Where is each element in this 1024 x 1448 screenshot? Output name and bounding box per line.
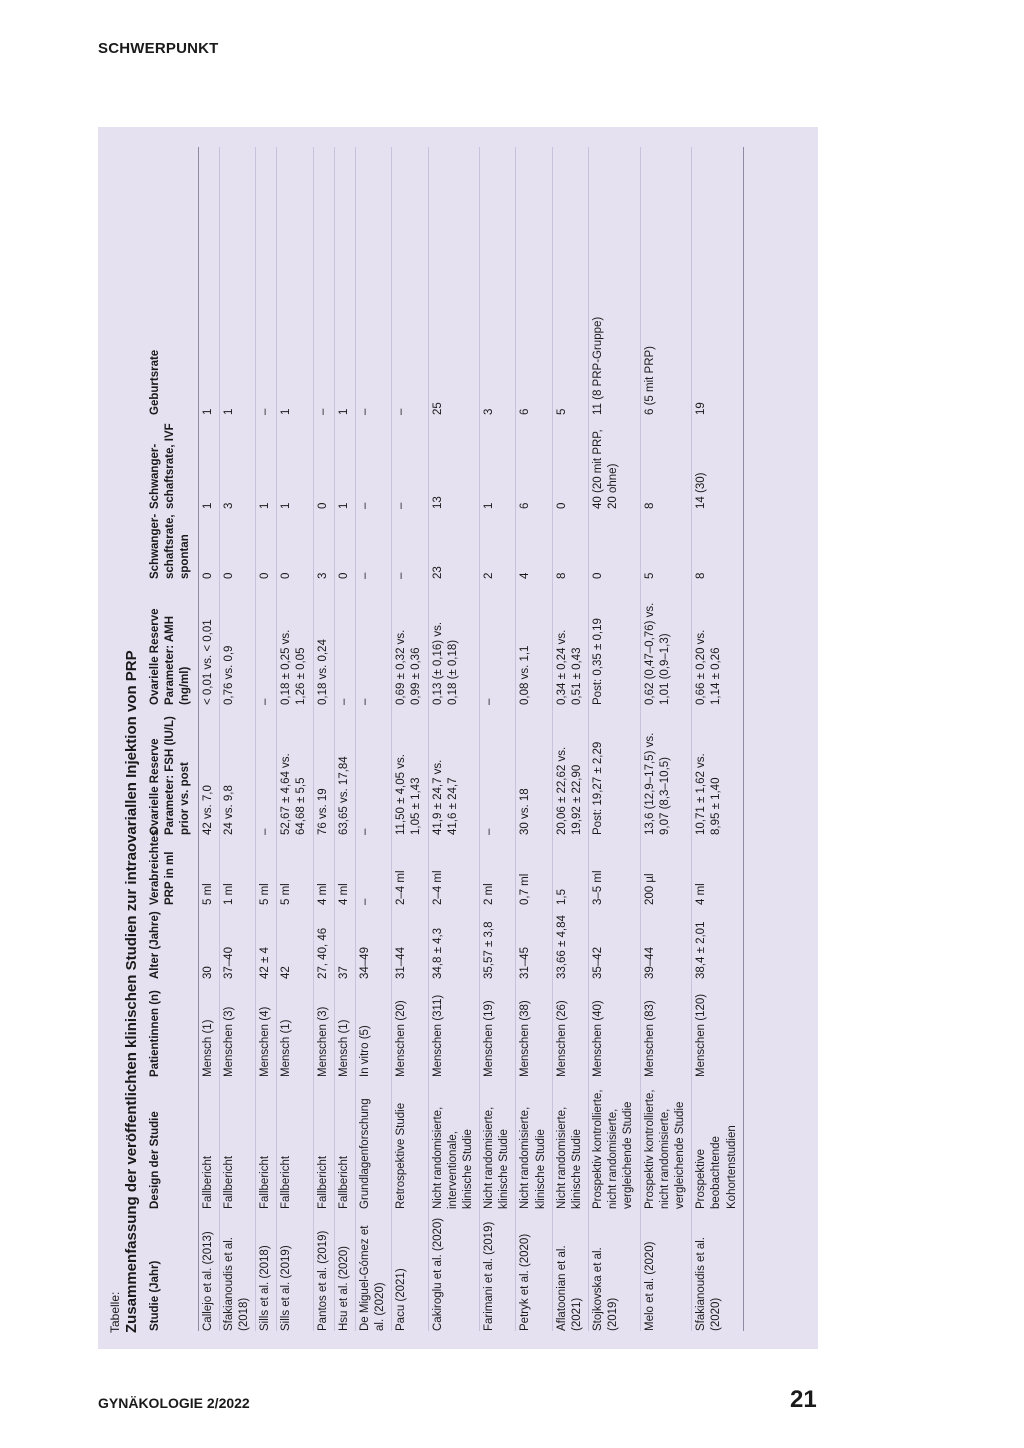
column-header: Verabreichtes PRP in ml (146, 835, 198, 905)
table-cell: Sills et al. (2019) (277, 1209, 313, 1331)
table-cell: – (480, 705, 516, 835)
table-panel (98, 127, 818, 1349)
table-cell: Fallbericht (334, 1077, 355, 1209)
table-cell: 38,4 ± 2,01 (692, 905, 744, 979)
rotated-table-container (98, 127, 818, 1349)
table-cell: – (392, 147, 428, 415)
table-cell: Pantos et al. (2019) (313, 1209, 334, 1331)
table-cell: 5 ml (277, 835, 313, 905)
table-cell: Post: 0,35 ± 0,19 (589, 579, 641, 705)
table-row (516, 147, 552, 1331)
table-cell: 1 ml (219, 835, 255, 905)
table-cell: Mensch (1) (334, 979, 355, 1077)
table-cell: 0 (313, 415, 334, 509)
table-cell: 0 (256, 509, 277, 579)
table-cell: 8 (692, 509, 744, 579)
table-cell: 0 (198, 509, 219, 579)
table-cell: De Miguel-Gómez et al. (2020) (355, 1209, 391, 1331)
table-cell: – (392, 509, 428, 579)
table-cell: 0 (334, 509, 355, 579)
table-cell: 35–42 (589, 905, 641, 979)
table-cell: 30 (198, 905, 219, 979)
table-row (313, 147, 334, 1331)
table-cell: 52,67 ± 4,64 vs. 64,68 ± 5,5 (277, 705, 313, 835)
column-header: Ovarielle Reserve Parameter: AMH (ng/ml) (146, 579, 198, 705)
table-cell: – (355, 835, 391, 905)
table-row (589, 147, 641, 1331)
table-cell: Menschen (19) (480, 979, 516, 1077)
table-cell: 39–44 (640, 905, 692, 979)
table-cell: 31–44 (392, 905, 428, 979)
table-cell: 2–4 ml (392, 835, 428, 905)
table-cell: Menschen (3) (313, 979, 334, 1077)
table-cell: – (355, 147, 391, 415)
studies-table (146, 147, 744, 1331)
table-cell: 1 (480, 415, 516, 509)
table-cell: – (480, 579, 516, 705)
table-cell: 35,57 ± 3,8 (480, 905, 516, 979)
table-cell: – (256, 705, 277, 835)
table-cell: 11 (8 PRP-Gruppe) (589, 147, 641, 415)
table-cell: 11,50 ± 4,05 vs. 1,05 ± 1,43 (392, 705, 428, 835)
table-row (198, 147, 219, 1331)
table-cell: 0,18 ± 0,25 vs. 1,26 ± 0,05 (277, 579, 313, 705)
table-cell: 25 (428, 147, 480, 415)
table-cell: Farimani et al. (2019) (480, 1209, 516, 1331)
table-cell: 0,7 ml (516, 835, 552, 905)
table-cell: 1 (198, 147, 219, 415)
table-cell: Menschen (83) (640, 979, 692, 1077)
table-cell: 14 (30) (692, 415, 744, 509)
table-cell: 5 (552, 147, 588, 415)
journal-issue: GYNÄKOLOGIE 2/2022 (98, 1395, 250, 1411)
table-row (640, 147, 692, 1331)
table-cell: In vitro (5) (355, 979, 391, 1077)
table-cell: 3 (219, 415, 255, 509)
column-header: Patientinnen (n) (146, 979, 198, 1077)
table-cell: Menschen (40) (589, 979, 641, 1077)
table-cell: 76 vs. 19 (313, 705, 334, 835)
table-cell: – (256, 147, 277, 415)
table-cell: Nicht randomisierte, klinische Studie (552, 1077, 588, 1209)
table-cell: Menschen (26) (552, 979, 588, 1077)
table-cell: 5 (640, 509, 692, 579)
table-cell: 0,76 vs. 0,9 (219, 579, 255, 705)
table-cell: 6 (516, 415, 552, 509)
table-cell: 200 µl (640, 835, 692, 905)
table-cell: – (355, 579, 391, 705)
table-cell: 19 (692, 147, 744, 415)
table-row (552, 147, 588, 1331)
table-cell: 5 ml (256, 835, 277, 905)
table-cell: Grundlagenforschung (355, 1077, 391, 1209)
table-cell: Menschen (120) (692, 979, 744, 1077)
table-cell: 10,71 ± 1,62 vs. 8,95 ± 1,40 (692, 705, 744, 835)
table-cell: Fallbericht (313, 1077, 334, 1209)
table-cell: 2 ml (480, 835, 516, 905)
table-cell: Sills et al. (2018) (256, 1209, 277, 1331)
table-cell: 0 (589, 509, 641, 579)
table-cell: 3 (480, 147, 516, 415)
table-cell: 0 (277, 509, 313, 579)
table-cell: 24 vs. 9,8 (219, 705, 255, 835)
table-cell: – (355, 415, 391, 509)
table-cell: Fallbericht (277, 1077, 313, 1209)
table-cell: 5 ml (198, 835, 219, 905)
table-cell: Petryk et al. (2020) (516, 1209, 552, 1331)
table-cell: Menschen (3) (219, 979, 255, 1077)
table-row (334, 147, 355, 1331)
table-cell: 42 (277, 905, 313, 979)
table-cell: 8 (552, 509, 588, 579)
table-row (392, 147, 428, 1331)
table-cell: 13 (428, 415, 480, 509)
table-cell: 1 (198, 415, 219, 509)
table-cell: 0,69 ± 0,32 vs. 0,99 ± 0,36 (392, 579, 428, 705)
table-cell: Sfakianoudis et al. (2020) (692, 1209, 744, 1331)
table-cell: Post: 19,27 ± 2,29 (589, 705, 641, 835)
table-cell: Sfakianoudis et al. (2018) (219, 1209, 255, 1331)
table-cell: – (256, 579, 277, 705)
table-cell: Hsu et al. (2020) (334, 1209, 355, 1331)
table-cell: 0,18 vs. 0,24 (313, 579, 334, 705)
table-cell: 13,6 (12,9–17,5) vs. 9,07 (8,3–10,5) (640, 705, 692, 835)
table-cell: 4 ml (692, 835, 744, 905)
table-cell: 34,8 ± 4,3 (428, 905, 480, 979)
table-cell: 4 (516, 509, 552, 579)
column-header: Design der Studie (146, 1077, 198, 1209)
table-header-row (146, 147, 198, 1331)
table-cell: Cakiroglu et al. (2020) (428, 1209, 480, 1331)
table-cell: Menschen (20) (392, 979, 428, 1077)
table-cell: 30 vs. 18 (516, 705, 552, 835)
table-cell: 0,62 (0,47–0,76) vs. 1,01 (0,9–1,3) (640, 579, 692, 705)
table-cell: Aflatoonian et al. (2021) (552, 1209, 588, 1331)
section-label: SCHWERPUNKT (98, 40, 219, 57)
page-number: 21 (790, 1386, 817, 1413)
table-cell: 37–40 (219, 905, 255, 979)
table-cell: 33,66 ± 4,84 (552, 905, 588, 979)
table-cell: Prospektiv kontrollierte, nicht randomisierte, vergleichende Studie (589, 1077, 641, 1209)
table-cell: 31–45 (516, 905, 552, 979)
table-cell: Stojkovska et al. (2019) (589, 1209, 641, 1331)
column-header: Schwanger-schaftsrate, spontan (146, 509, 198, 579)
table-cell: 1 (334, 415, 355, 509)
column-header: Alter (Jahre) (146, 905, 198, 979)
column-header: Ovarielle Reserve Parameter: FSH (IU/L) prior vs. post (146, 705, 198, 835)
table-cell: Menschen (38) (516, 979, 552, 1077)
table-cell: Retrospektive Studie (392, 1077, 428, 1209)
table-cell: Nicht randomisierte, interventionale, klinische Studie (428, 1077, 480, 1209)
table-cell: 2–4 ml (428, 835, 480, 905)
table-cell: 20,06 ± 22,62 vs. 19,92 ± 22,90 (552, 705, 588, 835)
table-cell: 0,08 vs. 1,1 (516, 579, 552, 705)
table-cell: Nicht randomisierte, klinische Studie (516, 1077, 552, 1209)
table-cell: 41,9 ± 24,7 vs. 41,6 ± 24,7 (428, 705, 480, 835)
table-cell: Nicht randomisierte, klinische Studie (480, 1077, 516, 1209)
table-cell: 0,13 (± 0,16) vs. 0,18 (± 0,18) (428, 579, 480, 705)
table-cell: 0 (219, 509, 255, 579)
table-row (277, 147, 313, 1331)
column-header: Geburtsrate (146, 147, 198, 415)
table-cell: Mensch (1) (277, 979, 313, 1077)
table-cell: – (392, 415, 428, 509)
table-cell: 42 ± 4 (256, 905, 277, 979)
table-cell: 37 (334, 905, 355, 979)
table-cell: Menschen (311) (428, 979, 480, 1077)
table-cell: 4 ml (313, 835, 334, 905)
table-cell: 8 (640, 415, 692, 509)
table-row (219, 147, 255, 1331)
table-cell: 34–49 (355, 905, 391, 979)
column-header: Studie (Jahr) (146, 1209, 198, 1331)
table-row (692, 147, 744, 1331)
table-cell: 42 vs. 7,0 (198, 705, 219, 835)
table-cell: 63,65 vs. 17,84 (334, 705, 355, 835)
table-row (480, 147, 516, 1331)
table-cell: 0,66 ± 0,20 vs. 1,14 ± 0,26 (692, 579, 744, 705)
table-cell: Melo et al. (2020) (640, 1209, 692, 1331)
table-cell: 0 (552, 415, 588, 509)
table-cell: 1 (334, 147, 355, 415)
table-cell: 1,5 (552, 835, 588, 905)
table-cell: Callejo et al. (2013) (198, 1209, 219, 1331)
table-cell: Pacu (2021) (392, 1209, 428, 1331)
table-cell: 1 (256, 415, 277, 509)
table-cell: 1 (277, 147, 313, 415)
table-cell: 27, 40, 46 (313, 905, 334, 979)
table-cell: – (355, 705, 391, 835)
column-header: Schwanger-schaftsrate, IVF (146, 415, 198, 509)
table-label: Tabelle: (108, 1291, 122, 1333)
table-cell: 40 (20 mit PRP, 20 ohne) (589, 415, 641, 509)
table-cell: 2 (480, 509, 516, 579)
table-cell: 4 ml (334, 835, 355, 905)
table-cell: 3 (313, 509, 334, 579)
table-title: Zusammenfassung der veröffentlichten klinischen Studien zur intraovariallen Injektion von PRP (123, 650, 140, 1333)
table-cell: Menschen (4) (256, 979, 277, 1077)
table-cell: Mensch (1) (198, 979, 219, 1077)
table-cell: Fallbericht (198, 1077, 219, 1209)
table-cell: Prospektiv kontrollierte, nicht randomisierte, vergleichende Studie (640, 1077, 692, 1209)
table-cell: Fallbericht (219, 1077, 255, 1209)
table-cell: 6 (5 mit PRP) (640, 147, 692, 415)
table-row (355, 147, 391, 1331)
table-cell: Fallbericht (256, 1077, 277, 1209)
table-cell: – (355, 509, 391, 579)
table-cell: 1 (219, 147, 255, 415)
table-cell: 1 (277, 415, 313, 509)
table-cell: – (334, 579, 355, 705)
table-row (428, 147, 480, 1331)
table-cell: Prospektive beobachtende Kohortenstudien (692, 1077, 744, 1209)
table-cell: < 0,01 vs. < 0,01 (198, 579, 219, 705)
table-cell: 23 (428, 509, 480, 579)
table-cell: 6 (516, 147, 552, 415)
table-cell: – (313, 147, 334, 415)
table-cell: 0,34 ± 0,24 vs. 0,51 ± 0,43 (552, 579, 588, 705)
table-row (256, 147, 277, 1331)
table-cell: 3–5 ml (589, 835, 641, 905)
